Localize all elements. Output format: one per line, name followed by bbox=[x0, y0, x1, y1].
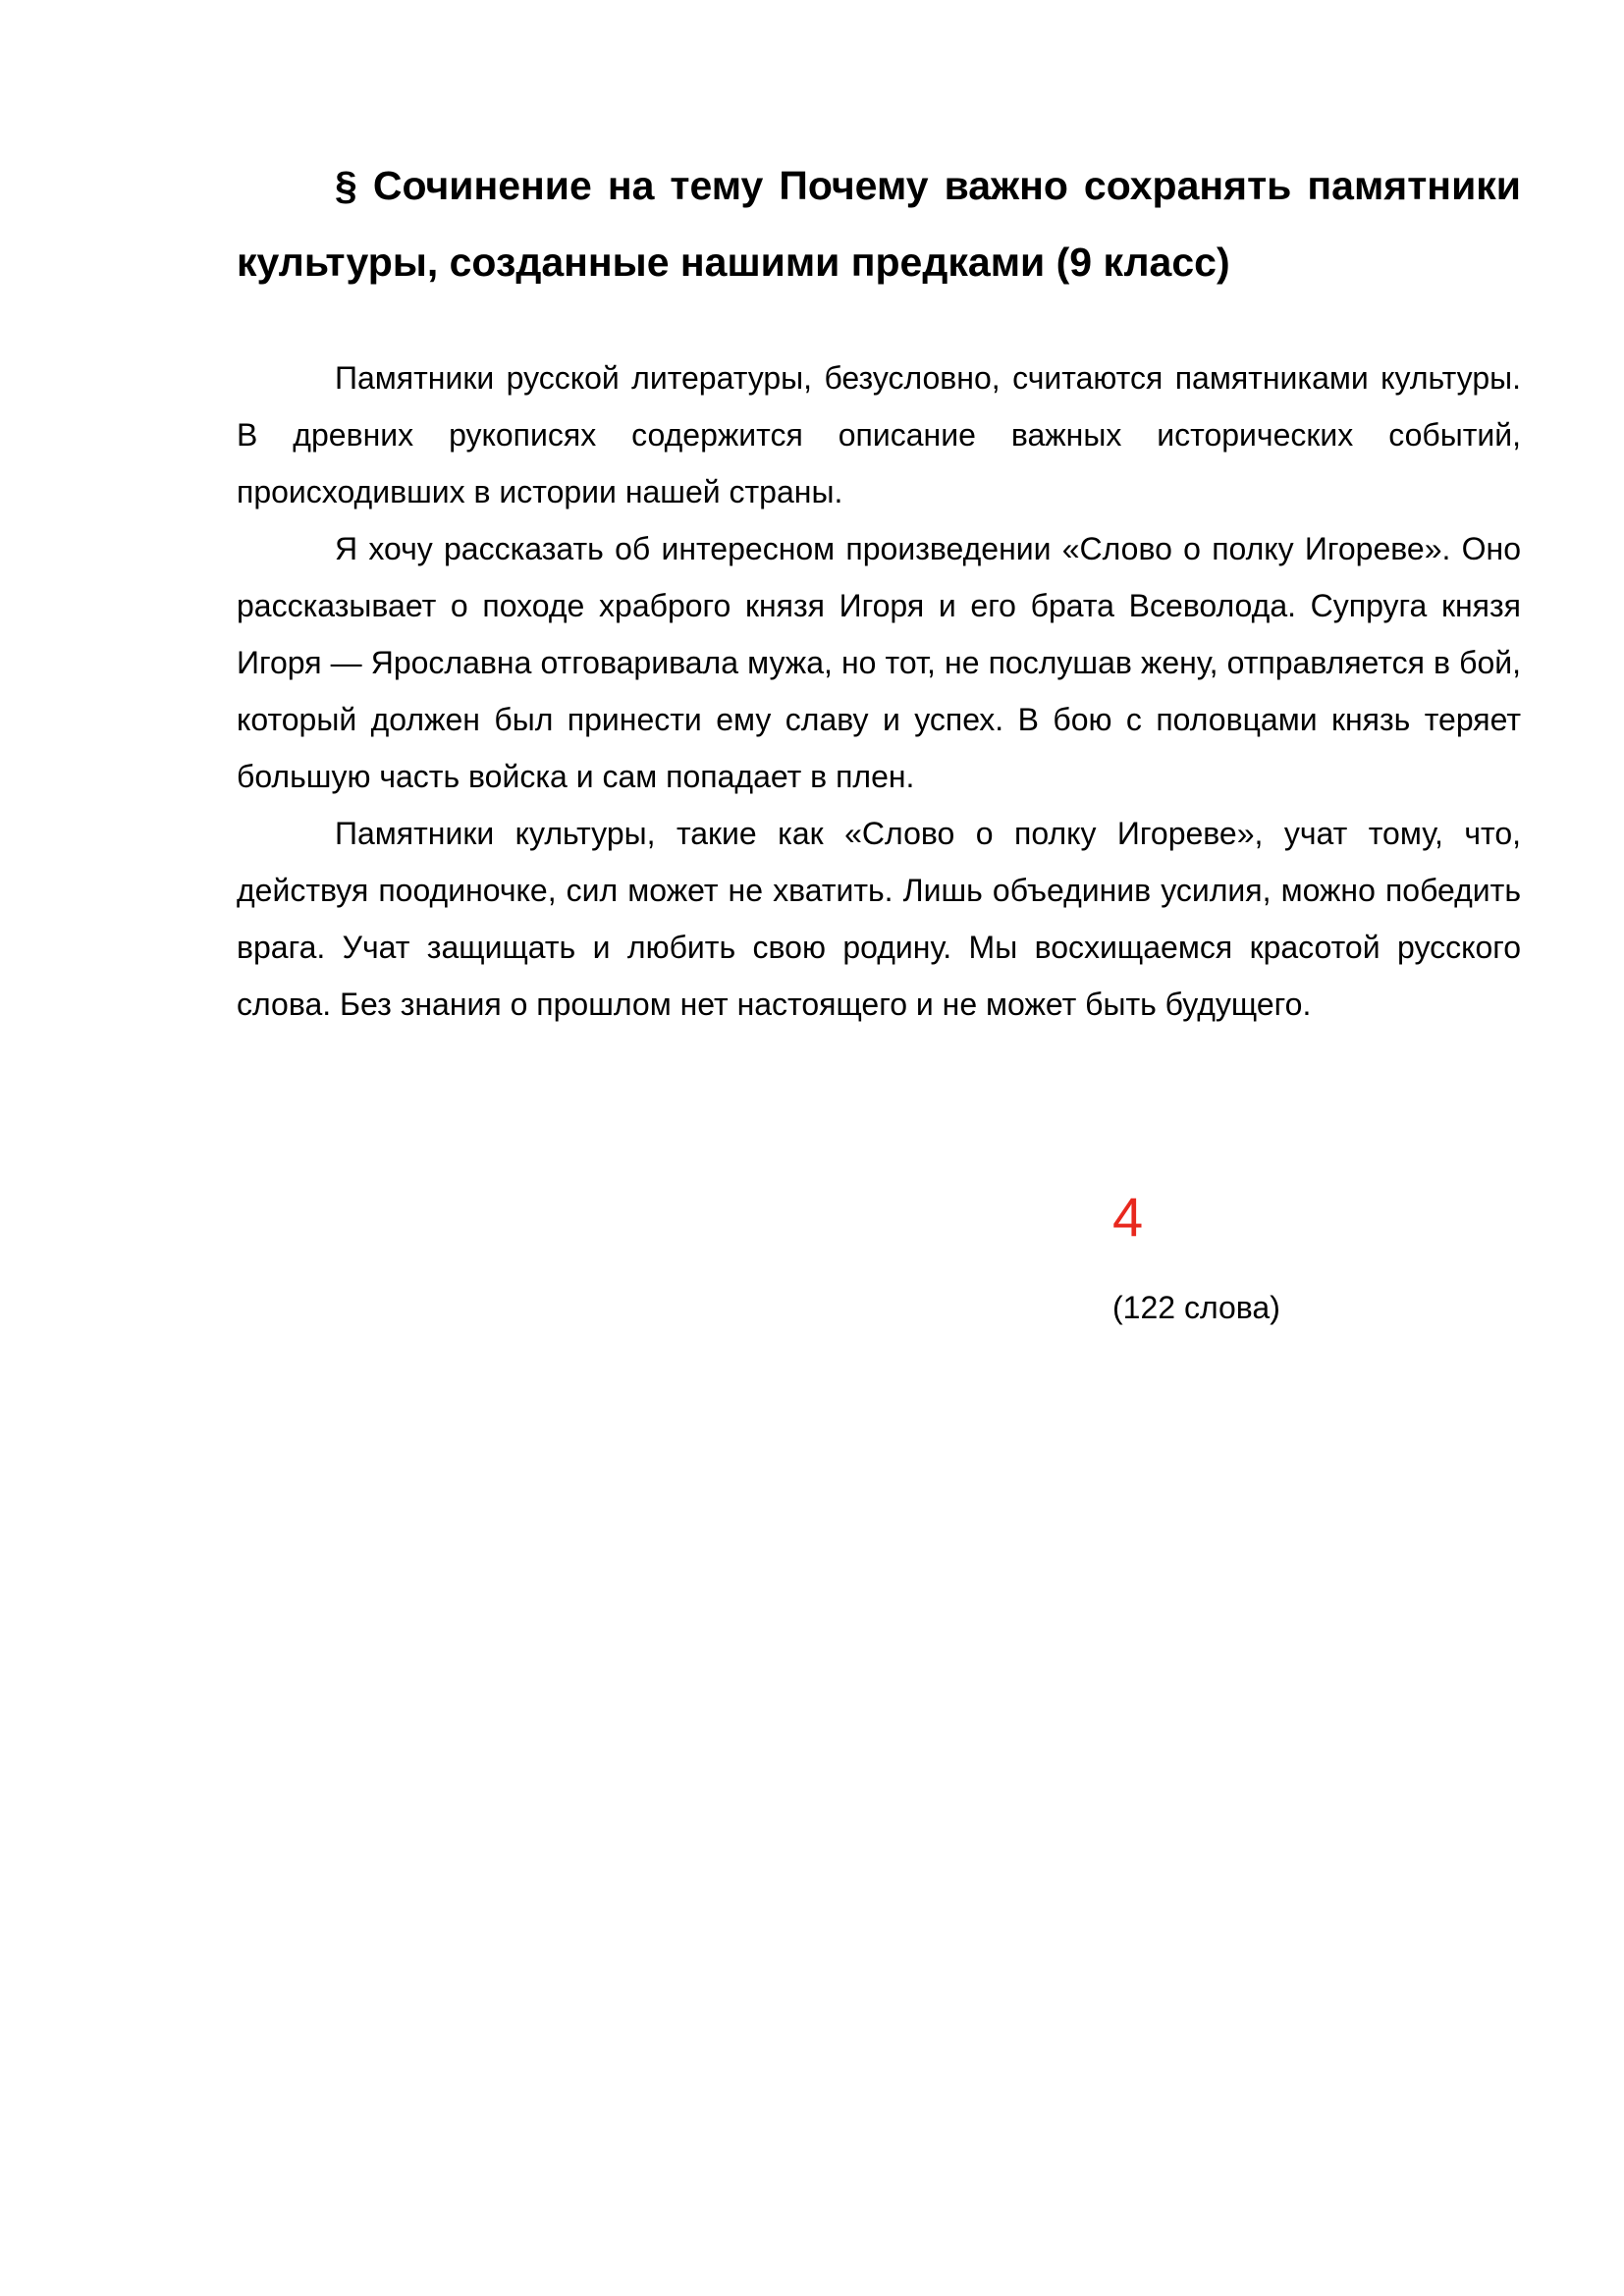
essay-paragraph-1: Памятники русской литературы, безусловно, считаются памятниками культуры. В древних рукописях содержится описание важных исторических событий, происходивших в истории нашей страны. bbox=[237, 360, 1521, 509]
essay-body bbox=[237, 349, 1521, 1033]
grade-mark: 4 bbox=[1112, 1186, 1144, 1248]
essay-content bbox=[237, 147, 1521, 1033]
word-count: (122 слова) bbox=[1112, 1290, 1280, 1325]
essay-paragraph-2: Я хочу рассказать об интересном произведении «Слово о полку Игореве». Оно рассказывает о походе храброго князя Игоря и его брата Всеволода. Супруга князя Игоря — Ярославна отговаривала мужа, но тот, не послушав жену, отправляется в бой, который должен был принести ему славу и успех. В бою с половцами князь теряет большую часть войска и сам попадает в плен. bbox=[237, 531, 1521, 794]
essay-title: § Сочинение на тему Почему важно сохранять памятники культуры, созданные нашими предками (9 класс) bbox=[237, 163, 1521, 285]
essay-paragraph-3: Памятники культуры, такие как «Слово о полку Игореве», учат тому, что, действуя поодиночке, сил может не хватить. Лишь объединив усилия, можно победить врага. Учат защищать и любить свою родину. Мы восхищаемся красотой русского слова. Без знания о прошлом нет настоящего и не может быть будущего. bbox=[237, 816, 1521, 1022]
